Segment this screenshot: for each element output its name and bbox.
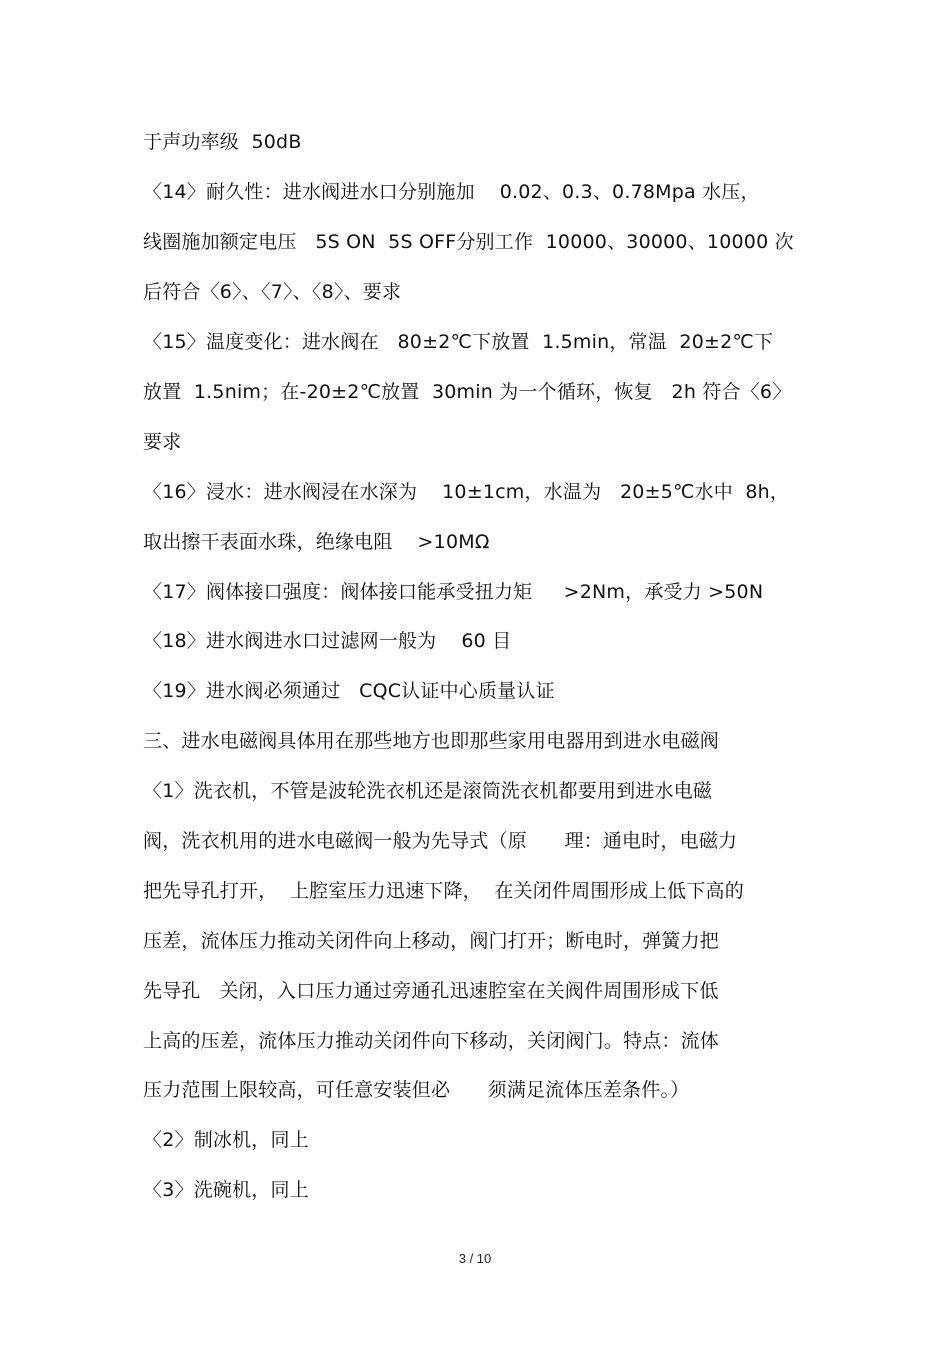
section-heading: 三、进水电磁阀具体用在那些地方也即那些家用电器用到进水电磁阀: [143, 730, 720, 752]
text-line: 取出擦干表面水珠，绝缘电阻 >10MΩ: [143, 531, 490, 553]
text-line: 后符合〈6〉、〈7〉、〈8〉、要求: [143, 281, 402, 303]
page-number: 3 / 10: [458, 1251, 492, 1266]
text-line: 放置 1.5nim；在-20±2℃放置 30min 为一个循环，恢复 2h 符合〈6〉: [143, 381, 792, 403]
text-line: 〈19〉进水阀必须通过 CQC认证中心质量认证: [143, 680, 555, 702]
text-line: 〈17〉阀体接口强度：阀体接口能承受扭力矩 >2Nm，承受力 >50N: [143, 581, 764, 603]
text-line: 把先导孔打开， 上腔室压力迅速下降， 在关闭件周围形成上低下高的: [143, 880, 744, 902]
text-line: 线圈施加额定电压 5S ON 5S OFF分别工作 10000、30000、10000 次: [143, 231, 794, 253]
text-line: 〈3〉洗碗机，同上: [143, 1179, 309, 1201]
text-line: 先导孔 关闭，入口压力通过旁通孔迅速腔室在关阀件周围形成下低: [143, 980, 719, 1002]
text-line: 压力范围上限较高，可任意安装但必 须满足流体压差条件。）: [143, 1079, 690, 1101]
text-line: 〈18〉进水阀进水口过滤网一般为 60 目: [143, 630, 512, 652]
text-line: 〈16〉浸水：进水阀浸在水深为 10±1cm，水温为 20±5℃水中 8h，: [143, 481, 790, 503]
text-line: 压差，流体压力推动关闭件向上移动，阀门打开；断电时，弹簧力把: [143, 930, 720, 952]
text-line: 〈14〉耐久性：进水阀进水口分别施加 0.02、0.3、0.78Mpa 水压，: [143, 181, 760, 203]
text-line: 阀，洗衣机用的进水电磁阀一般为先导式（原 理：通电时，电磁力: [143, 830, 738, 852]
text-line: 〈1〉洗衣机，不管是波轮洗衣机还是滚筒洗衣机都要用到进水电磁: [143, 780, 713, 802]
text-line: 要求: [143, 431, 182, 453]
text-line: 〈2〉制冰机，同上: [143, 1129, 309, 1151]
text-line: 上高的压差，流体压力推动关闭件向下移动，关闭阀门。特点：流体: [143, 1030, 720, 1052]
text-line: 〈15〉温度变化：进水阀在 80±2℃下放置 1.5min，常温 20±2℃下: [143, 331, 774, 353]
text-line: 于声功率级 50dB: [143, 131, 302, 153]
